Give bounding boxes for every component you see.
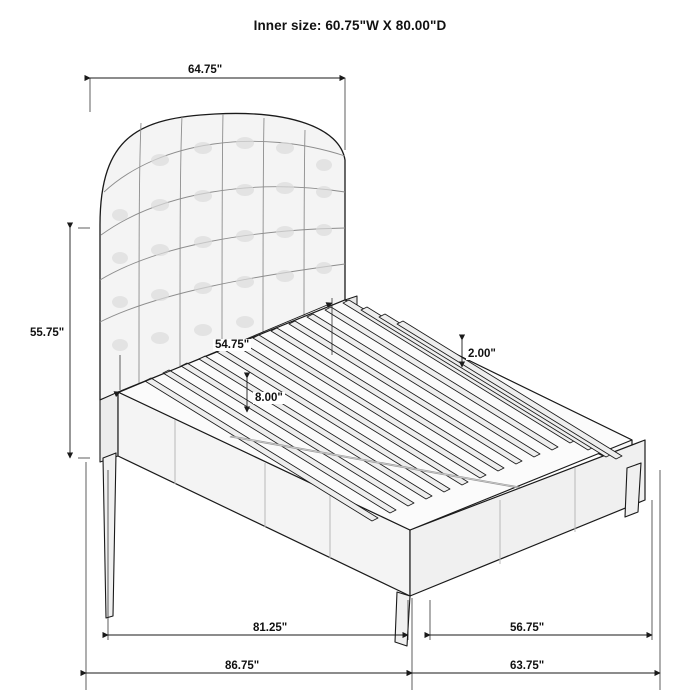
dimension-label-deck-height: 8.00"	[255, 392, 283, 404]
dimension-label-rail-length: 81.25"	[253, 622, 288, 634]
dimension-label-overall-length: 86.75"	[225, 660, 260, 672]
dimension-label-overall-height: 55.75"	[30, 327, 65, 339]
dimension-label-headboard-inner-width: 54.75"	[215, 339, 250, 351]
bed-illustration	[100, 113, 645, 646]
dimension-label-overall-depth: 63.75"	[510, 660, 545, 672]
page-title: Inner size: 60.75"W X 80.00"D	[253, 18, 447, 33]
dimension-label-depth-inner: 56.75"	[510, 622, 545, 634]
dimension-label-headboard-width: 64.75"	[188, 64, 223, 76]
dimension-label-slat-thickness: 2.00"	[468, 348, 496, 360]
